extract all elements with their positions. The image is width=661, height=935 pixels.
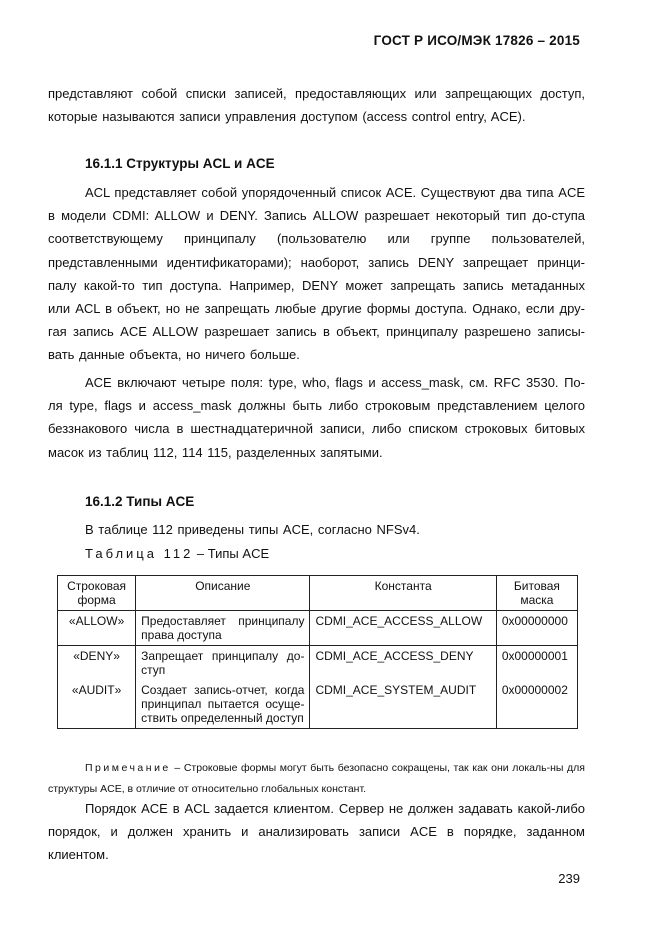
cell-constant: CDMI_ACE_ACCESS_DENY [310,646,496,681]
header-bitmask: Битовая маска [496,576,577,611]
note-label: Примечание [85,762,171,774]
note-text: – Строковые формы могут быть безопасно сокращены, так как они локаль-ны для структуры ACE, в отличие от относительно глобальных констант. [48,762,585,795]
closing-paragraph: Порядок ACE в ACL задается клиентом. Сервер не должен задавать какой-либо порядок, и должен хранить и анализировать записи ACE в порядке, заданном клиентом. [48,801,585,863]
cell-constant: CDMI_ACE_ACCESS_ALLOW [310,611,496,646]
cell-bitmask: 0x00000000 [496,611,577,646]
cell-string-form: «DENY» [58,646,136,681]
table-row [58,646,578,681]
header-description: Описание [136,576,310,611]
table-row [58,680,578,729]
section-2-paragraph-1: В таблице 112 приведены типы ACE, согласно NFSv4. [85,522,420,537]
section-heading-acl-ace: 16.1.1 Структуры ACL и ACE [85,156,275,171]
cell-description: Запрещает принципалу до-ступ [136,646,310,681]
table-caption-text: – Типы ACE [193,546,270,561]
cell-bitmask: 0x00000001 [496,646,577,681]
cell-string-form: «ALLOW» [58,611,136,646]
cell-constant: CDMI_ACE_SYSTEM_AUDIT [310,680,496,729]
document-header: ГОСТ Р ИСО/МЭК 17826 – 2015 [373,33,580,48]
cell-string-form: «AUDIT» [58,680,136,729]
ace-types-table [57,575,578,729]
page-number: 239 [558,871,580,886]
section-heading-ace-types: 16.1.2 Типы ACE [85,494,195,509]
cell-description: Создает запись-отчет, когда принципал пытается осуще-ствить определенный доступ [136,680,310,729]
cell-description: Предоставляет принципалу права доступа [136,611,310,646]
table-caption-label: Таблица 112 [85,546,194,561]
table-note [48,758,585,800]
cell-bitmask: 0x00000002 [496,680,577,729]
header-string-form: Строковая форма [58,576,136,611]
table-caption [48,546,622,561]
section-1-paragraph-1: ACL представляет собой упорядоченный список ACE. Существуют два типа ACE в модели CDMI: ALLOW и DENY. Запись ALLOW разрешает некоторый тип до-ступа соответствующему принципалу (пользователю или группе пользователей, представленными идентификаторами); наоборот, запись DENY запрещает принци-палу какой-то тип доступа. Например, DENY может запрещать запись метаданных или ACL в объект, но не запрещать любые другие формы доступа. Однако, если дру-гая запись ACE ALLOW разрешает запись в объект, принципалу разрешено записы-вать данные объекта, но ничего больше. [48,185,585,363]
header-constant: Константа [310,576,496,611]
table-row [58,611,578,646]
table-header-row [58,576,578,611]
intro-paragraph: представляют собой списки записей, предоставляющих или запрещающих доступ, которые называются записи управления доступом (access control entry, ACE). [48,86,585,125]
section-1-paragraph-2: ACE включают четыре поля: type, who, flags и access_mask, см. RFC 3530. По-ля type, flags и access_mask должны быть либо строковым представлением целого беззнакового числа в шестнадцатеричной записи, либо списком строковых битовых масок из таблиц 112, 114 115, разделенных запятыми. [48,375,585,460]
